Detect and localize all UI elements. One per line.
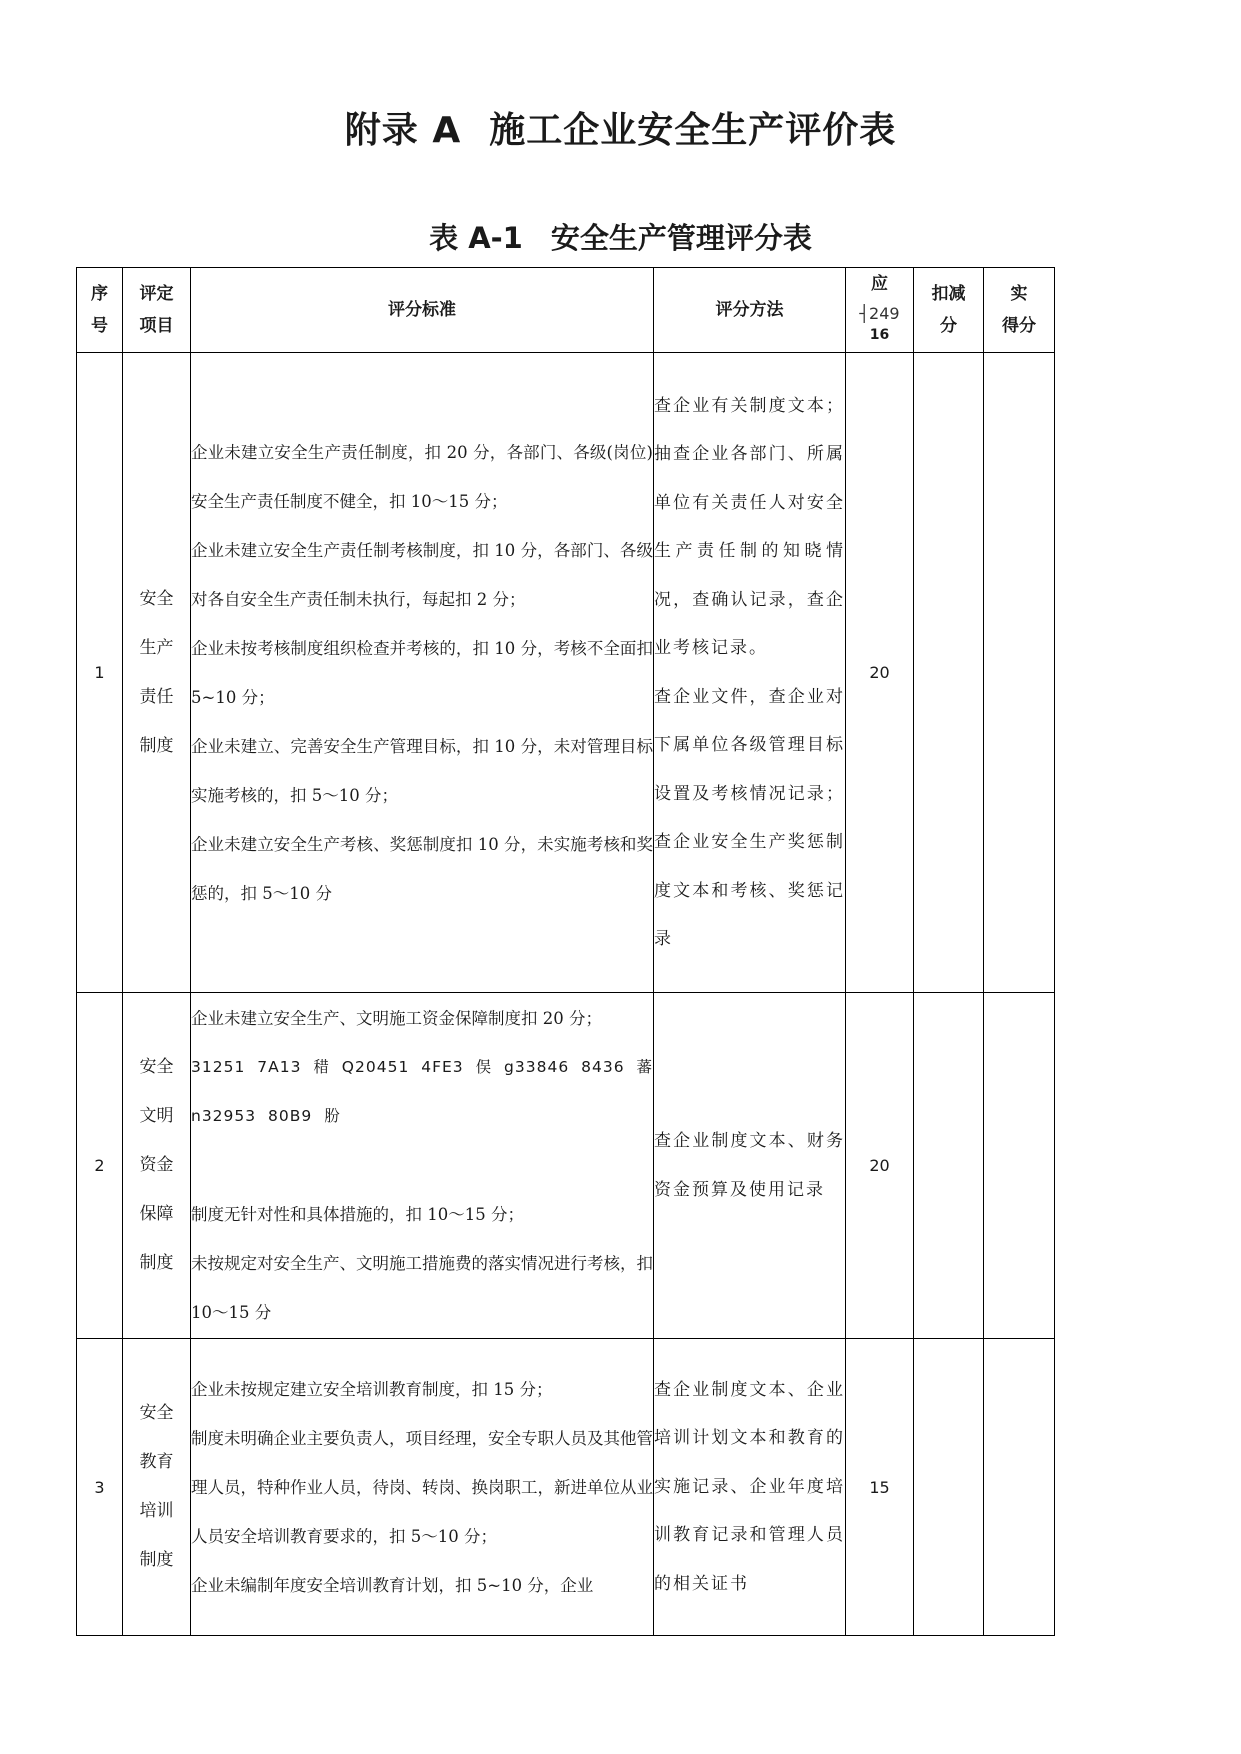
- header-score: 应 ┤249 16: [846, 268, 914, 353]
- header-item: 评定 项目: [123, 268, 191, 353]
- row-standard: 企业未建立安全生产、文明施工资金保障制度扣 20 分； 31251 7A13 稓 Q20451 4FE3 俣 g33846 8436 蕃 n32953 80B9 肦 制度无针对性和具体措施的，扣 10～15 分； 未按规定对安全生产、文明施工措施费的落实情况进行考核，扣 10～15 分: [191, 993, 654, 1339]
- row-item: 安全 教育 培训 制度: [123, 1339, 191, 1636]
- title-prefix: 附录 A: [344, 110, 462, 151]
- row-number: 1: [77, 353, 123, 993]
- row-number: 3: [77, 1339, 123, 1636]
- header-seq: 序 号: [77, 268, 123, 353]
- row-score: 20: [846, 353, 914, 993]
- row-standard: 企业未按规定建立安全培训教育制度，扣 15 分； 制度未明确企业主要负责人，项目经理，安全专职人员及其他管理人员，特种作业人员，待岗、转岗、换岗职工，新进单位从业人员安全培训教育要求的，扣 5～10 分； 企业未编制年度安全培训教育计划，扣 5~10 分，企业: [191, 1339, 654, 1636]
- row-deduct: [914, 1339, 984, 1636]
- row-item: 安全 文明 资金 保障 制度: [123, 993, 191, 1339]
- row-deduct: [914, 993, 984, 1339]
- header-actual: 实 得分: [984, 268, 1055, 353]
- table-prefix: 表 A-1: [429, 221, 523, 255]
- row-score: 20: [846, 993, 914, 1339]
- page-title: [0, 102, 1241, 153]
- row-method: 查企业制度文本、财务资金预算及使用记录: [654, 993, 846, 1339]
- blank-line: [191, 1141, 653, 1190]
- garbled-text: 31251 7A13 稓 Q20451 4FE3 俣 g33846 8436 蕃 n32953 80B9 肦: [191, 1058, 653, 1125]
- row-method: 查企业有关制度文本；抽查企业各部门、所属单位有关责任人对安全生产责任制的知晓情况，查确认记录，查企业考核记录。 查企业文件，查企业对下属单位各级管理目标设置及考核情况记录；查企业安全生产奖惩制度文本和考核、奖惩记录: [654, 353, 846, 993]
- row-method: 查企业制度文本、企业培训计划文本和教育的实施记录、企业年度培训教育记录和管理人员的相关证书: [654, 1339, 846, 1636]
- header-row: [77, 268, 1055, 353]
- row-actual: [984, 353, 1055, 993]
- row-standard: 企业未建立安全生产责任制度，扣 20 分，各部门、各级(岗位)安全生产责任制度不健全，扣 10～15 分； 企业未建立安全生产责任制考核制度，扣 10 分，各部门、各级对各自安全生产责任制未执行，每起扣 2 分； 企业未按考核制度组织检查并考核的，扣 10 分，考核不全面扣 5~10 分； 企业未建立、完善安全生产管理目标，扣 10 分，未对管理目标实施考核的，扣 5～10 分； 企业未建立安全生产考核、奖惩制度扣 10 分，未实施考核和奖惩的，扣 5～10 分: [191, 353, 654, 993]
- header-standard: 评分标准: [191, 268, 654, 353]
- row-number: 2: [77, 993, 123, 1339]
- table-row: [77, 1339, 1055, 1636]
- table-main: 安全生产管理评分表: [550, 221, 812, 255]
- row-item: 安全 生产 责任 制度: [123, 353, 191, 993]
- row-deduct: [914, 353, 984, 993]
- title-main: 施工企业安全生产评价表: [489, 110, 897, 151]
- table-row: [77, 353, 1055, 993]
- table-row: [77, 993, 1055, 1339]
- header-deduct: 扣减 分: [914, 268, 984, 353]
- table-title: [0, 216, 1241, 257]
- row-actual: [984, 1339, 1055, 1636]
- header-method: 评分方法: [654, 268, 846, 353]
- row-actual: [984, 993, 1055, 1339]
- evaluation-table: [76, 267, 1055, 1636]
- row-score: 15: [846, 1339, 914, 1636]
